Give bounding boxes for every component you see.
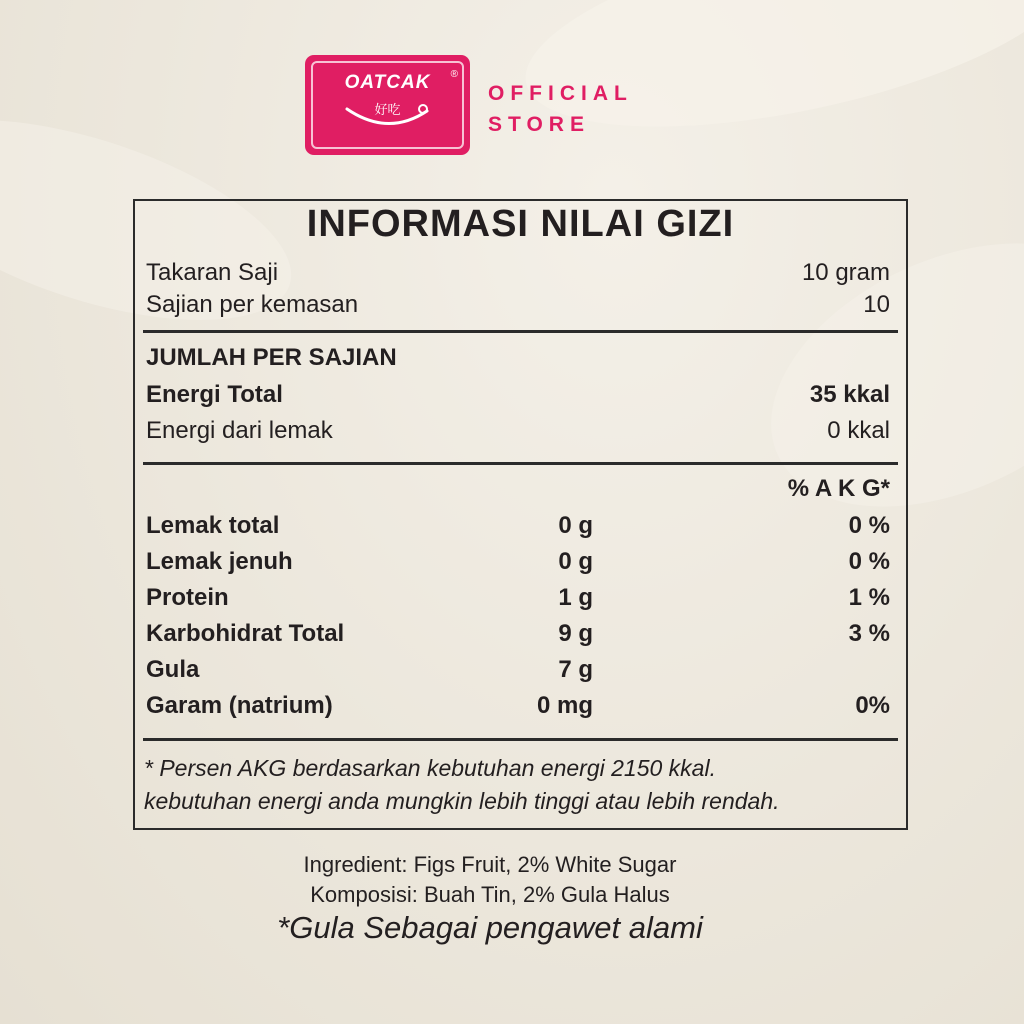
- brand-logo: [305, 55, 470, 155]
- energy-fat-value: 0 kkal: [827, 417, 890, 444]
- akg-heading: % A K G*: [787, 475, 890, 502]
- logo-brand-name: OATCAK: [344, 72, 431, 93]
- ingredient-english: Ingredient: Figs Fruit, 2% White Sugar: [303, 852, 677, 877]
- nutrient-akg: 1 %: [848, 584, 890, 611]
- divider: [143, 462, 898, 465]
- nutrient-amount: 0 g: [558, 512, 593, 539]
- nutrient-label: Gula: [146, 656, 200, 683]
- nutrient-amount: 1 g: [558, 584, 593, 611]
- nutrition-title: INFORMASI NILAI GIZI: [306, 203, 735, 245]
- nutrient-amount: 9 g: [558, 620, 593, 647]
- nutrient-label: Karbohidrat Total: [146, 620, 345, 647]
- preservative-note: *Gula Sebagai pengawet alami: [277, 910, 703, 945]
- nutrient-akg: 0 %: [848, 512, 890, 539]
- nutrient-akg: 3 %: [848, 620, 890, 647]
- nutrient-label: Protein: [146, 584, 229, 611]
- ingredient-indonesian: Komposisi: Buah Tin, 2% Gula Halus: [310, 882, 670, 907]
- nutrition-facts-panel: [133, 199, 908, 830]
- serving-size-value: 10 gram: [801, 259, 890, 286]
- akg-footnote-line-1: * Persen AKG berdasarkan kebutuhan energi 2150 kkal.: [144, 755, 716, 781]
- akg-footnote-line-2: kebutuhan energi anda mungkin lebih tinggi atau lebih rendah.: [144, 788, 780, 814]
- servings-per-pack-label: Sajian per kemasan: [146, 291, 359, 318]
- energy-total-label: Energi Total: [146, 381, 283, 408]
- nutrient-akg: 0 %: [848, 548, 890, 575]
- per-serving-heading: JUMLAH PER SAJIAN: [146, 344, 397, 371]
- nutrient-amount: 0 mg: [536, 692, 593, 719]
- store-line-2: STORE: [488, 113, 590, 136]
- energy-fat-label: Energi dari lemak: [146, 417, 333, 444]
- nutrient-akg: 0%: [855, 692, 890, 719]
- servings-per-pack-value: 10: [863, 291, 890, 318]
- nutrient-label: Garam (natrium): [146, 692, 333, 719]
- logo-chinese-text: 好吃: [374, 102, 401, 117]
- divider: [143, 738, 898, 741]
- nutrient-label: Lemak total: [146, 512, 280, 539]
- nutrient-amount: 0 g: [558, 548, 593, 575]
- nutrient-label: Lemak jenuh: [146, 548, 293, 575]
- serving-size-label: Takaran Saji: [146, 259, 279, 286]
- energy-total-value: 35 kkal: [809, 381, 890, 408]
- logo-registered-mark: ®: [450, 69, 458, 80]
- nutrient-amount: 7 g: [558, 656, 593, 683]
- official-store-label: [488, 78, 633, 140]
- store-line-1: OFFICIAL: [488, 82, 633, 105]
- divider: [143, 330, 898, 333]
